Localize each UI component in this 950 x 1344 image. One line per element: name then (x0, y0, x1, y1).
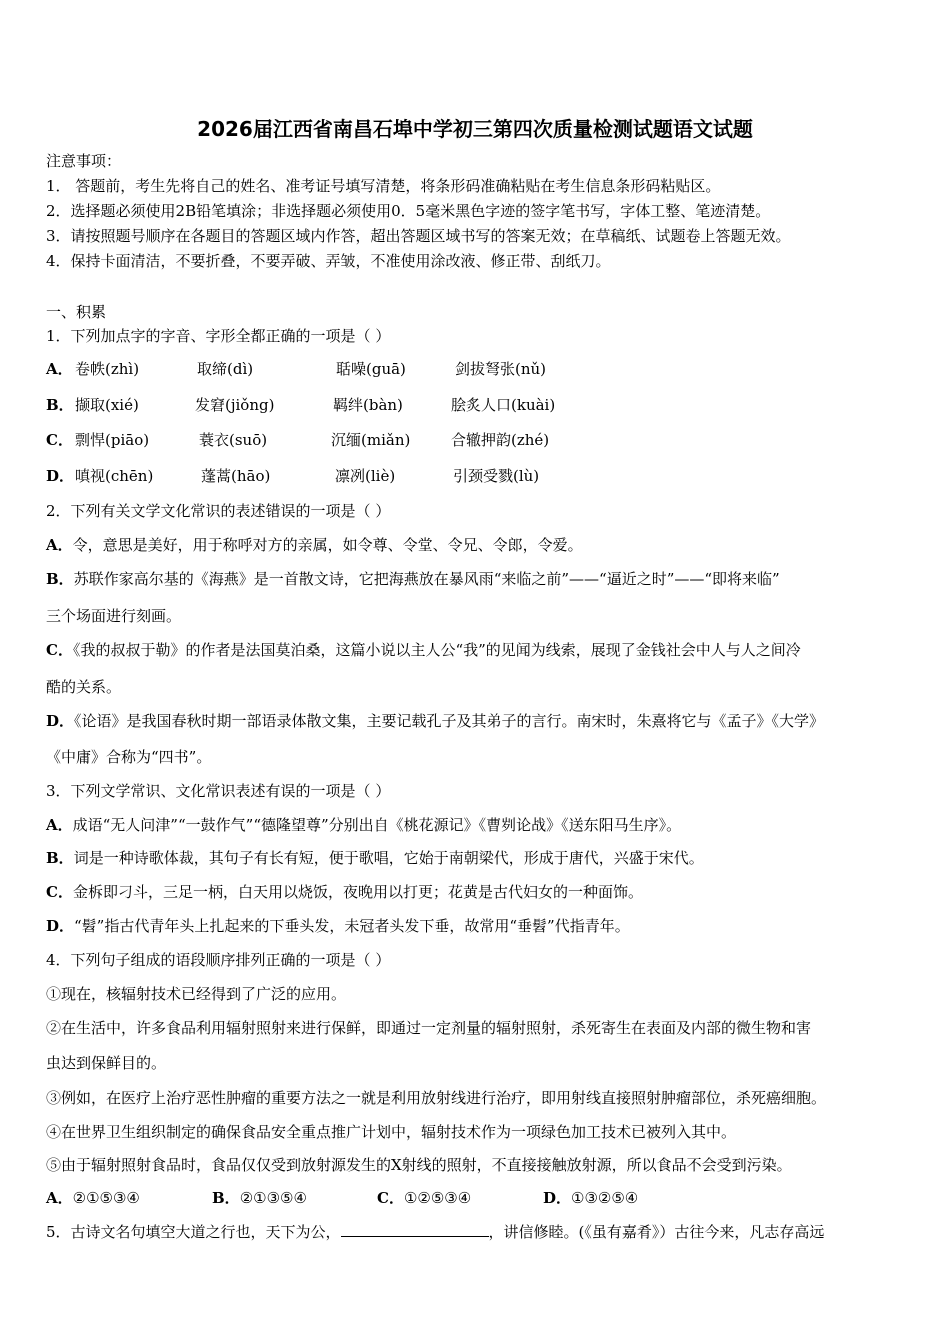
notice-item: 2．选择题必须使用2B铅笔填涂；非选择题必须使用0．5毫米黑色字迹的签字笔书写，字体工整、笔迹清楚。 (46, 202, 771, 220)
question-5-stem (46, 1222, 824, 1242)
question-2-stem: 2．下列有关文学文化常识的表述错误的一项是（ ） (46, 502, 391, 520)
notice-heading: 注意事项： (46, 152, 122, 170)
q4-option-d: D．①③②⑤④ (543, 1189, 639, 1207)
option-letter: A． (46, 1189, 73, 1207)
q3-option-d: D．“髫”指古代青年头上扎起来的下垂头发，未冠者头发下垂，故常用“垂髫”代指青年。 (46, 917, 630, 935)
q2-option-c-cont: 酷的关系。 (46, 678, 122, 696)
option-label: A． (46, 360, 73, 378)
option-letter: D． (46, 712, 75, 730)
q3-option-a: A．成语“无人问津”“一鼓作气”“德隆望尊”分别出自《桃花源记》《曹刿论战》《送东阳马生序》。 (46, 816, 682, 834)
question-4-stem: 4．下列句子组成的语段顺序排列正确的一项是（ ） (46, 951, 391, 969)
notice-item: 4．保持卡面清洁，不要折叠，不要弄破、弄皱，不准使用涂改液、修正带、刮纸刀。 (46, 252, 611, 270)
q2-option-b-cont: 三个场面进行刻画。 (46, 607, 182, 625)
option-letter: D． (46, 917, 75, 935)
q2-option-d-cont: 《中庸》合称为“四书”。 (46, 748, 212, 766)
q4-option-c: C．①②⑤③④ (377, 1189, 472, 1207)
q4-option-a: A．②①⑤③④ (46, 1189, 140, 1207)
notice-item: 1． 答题前，考生先将自己的姓名、准考证号填写清楚，将条形码准确粘贴在考生信息条形码粘贴区。 (46, 177, 721, 195)
q2-option-b: B．苏联作家高尔基的《海燕》是一首散文诗，它把海燕放在暴风雨“来临之前”——“逼近之时”——“即将来临” (46, 570, 780, 588)
option-item: 撷取(xié) (75, 396, 139, 414)
option-letter: B． (46, 849, 74, 867)
q3-option-c: C．金柝即刁斗，三足一柄，白天用以烧饭，夜晚用以打更；花黄是古代妇女的一种面饰。 (46, 883, 643, 901)
option-item: 羁绊(bàn) (333, 396, 403, 414)
page-title: 2026届江西省南昌石埠中学初三第四次质量检测试题语文试题 (197, 117, 753, 141)
option-item: 发窘(jiǒng) (195, 396, 275, 414)
question-1-stem: 1．下列加点字的字音、字形全都正确的一项是（ ） (46, 327, 391, 345)
option-letter: B． (46, 570, 74, 588)
q4-option-b: B．②①③⑤④ (212, 1189, 307, 1207)
q4-sentence-3: ③例如，在医疗上治疗恶性肿瘤的重要方法之一就是利用放射线进行治疗，即用射线直接照射肿瘤部位，杀死癌细胞。 (46, 1089, 827, 1107)
q4-sentence-1: ①现在，核辐射技术已经得到了广泛的应用。 (46, 985, 347, 1003)
option-item: 卷帙(zhì) (75, 360, 140, 378)
option-label: C． (46, 431, 73, 449)
q4-sentence-4: ④在世界卫生组织制定的确保食品安全重点推广计划中，辐射技术作为一项绿色加工技术已被列入其中。 (46, 1123, 737, 1141)
notice-item: 3．请按照题号顺序在各题目的答题区域内作答，超出答题区域书写的答案无效；在草稿纸、试题卷上答题无效。 (46, 227, 791, 245)
option-letter: A． (46, 536, 73, 554)
option-letter: B． (212, 1189, 240, 1207)
option-item: 合辙押韵(zhé) (451, 431, 550, 449)
option-item: 蓬蒿(hāo) (201, 467, 271, 485)
q2-option-a: A．令，意思是美好，用于称呼对方的亲属，如令尊、令堂、令兄、令郎，令爱。 (46, 536, 583, 554)
q4-sentence-2: ②在生活中，许多食品利用辐射照射来进行保鲜，即通过一定剂量的辐射照射，杀死寄生在表面及内部的微生物和害 (46, 1019, 812, 1037)
q5-answer-blank[interactable] (341, 1222, 489, 1237)
q3-option-b: B．词是一种诗歌体裁，其句子有长有短，便于歌唱，它始于南朝梁代，形成于唐代，兴盛于宋代。 (46, 849, 704, 867)
option-letter: C． (46, 641, 73, 659)
option-item: 沉缅(miǎn) (331, 431, 411, 449)
option-item: 取缔(dì) (197, 360, 254, 378)
option-item: 剑拔弩张(nǔ) (455, 360, 547, 378)
option-letter: C． (377, 1189, 404, 1207)
option-label: D． (46, 467, 75, 485)
option-item: 聒噪(guā) (336, 360, 406, 378)
question-3-stem: 3．下列文学常识、文化常识表述有误的一项是（ ） (46, 782, 391, 800)
option-item: 剽悍(piāo) (75, 431, 150, 449)
option-item: 嗔视(chēn) (75, 467, 154, 485)
option-item: 脍炙人口(kuài) (451, 396, 556, 414)
q5-text-before: 5．古诗文名句填空大道之行也，天下为公， (46, 1223, 341, 1241)
q4-sentence-5: ⑤由于辐射照射食品时，食品仅仅受到放射源发生的X射线的照射，不直接接触放射源，所以食品不会受到污染。 (46, 1156, 792, 1174)
option-label: B． (46, 396, 74, 414)
q5-text-after: ，讲信修睦。(《虽有嘉肴》）古往今来，凡志存高远 (488, 1223, 825, 1241)
q4-sentence-2-cont: 虫达到保鲜目的。 (46, 1054, 167, 1072)
option-letter: D． (543, 1189, 572, 1207)
option-item: 凛冽(liè) (335, 467, 396, 485)
q2-option-d: D．《论语》是我国春秋时期一部语录体散文集，主要记载孔子及其弟子的言行。南宋时，朱熹将它与《孟子》《大学》 (46, 712, 825, 730)
option-letter: C． (46, 883, 73, 901)
option-letter: A． (46, 816, 73, 834)
section-heading: 一、积累 (46, 303, 107, 321)
q2-option-c: C．《我的叔叔于勒》的作者是法国莫泊桑，这篇小说以主人公“我”的见闻为线索，展现了金钱社会中人与人之间冷 (46, 641, 801, 659)
option-item: 蓑衣(suō) (199, 431, 268, 449)
option-item: 引颈受戮(lù) (453, 467, 540, 485)
